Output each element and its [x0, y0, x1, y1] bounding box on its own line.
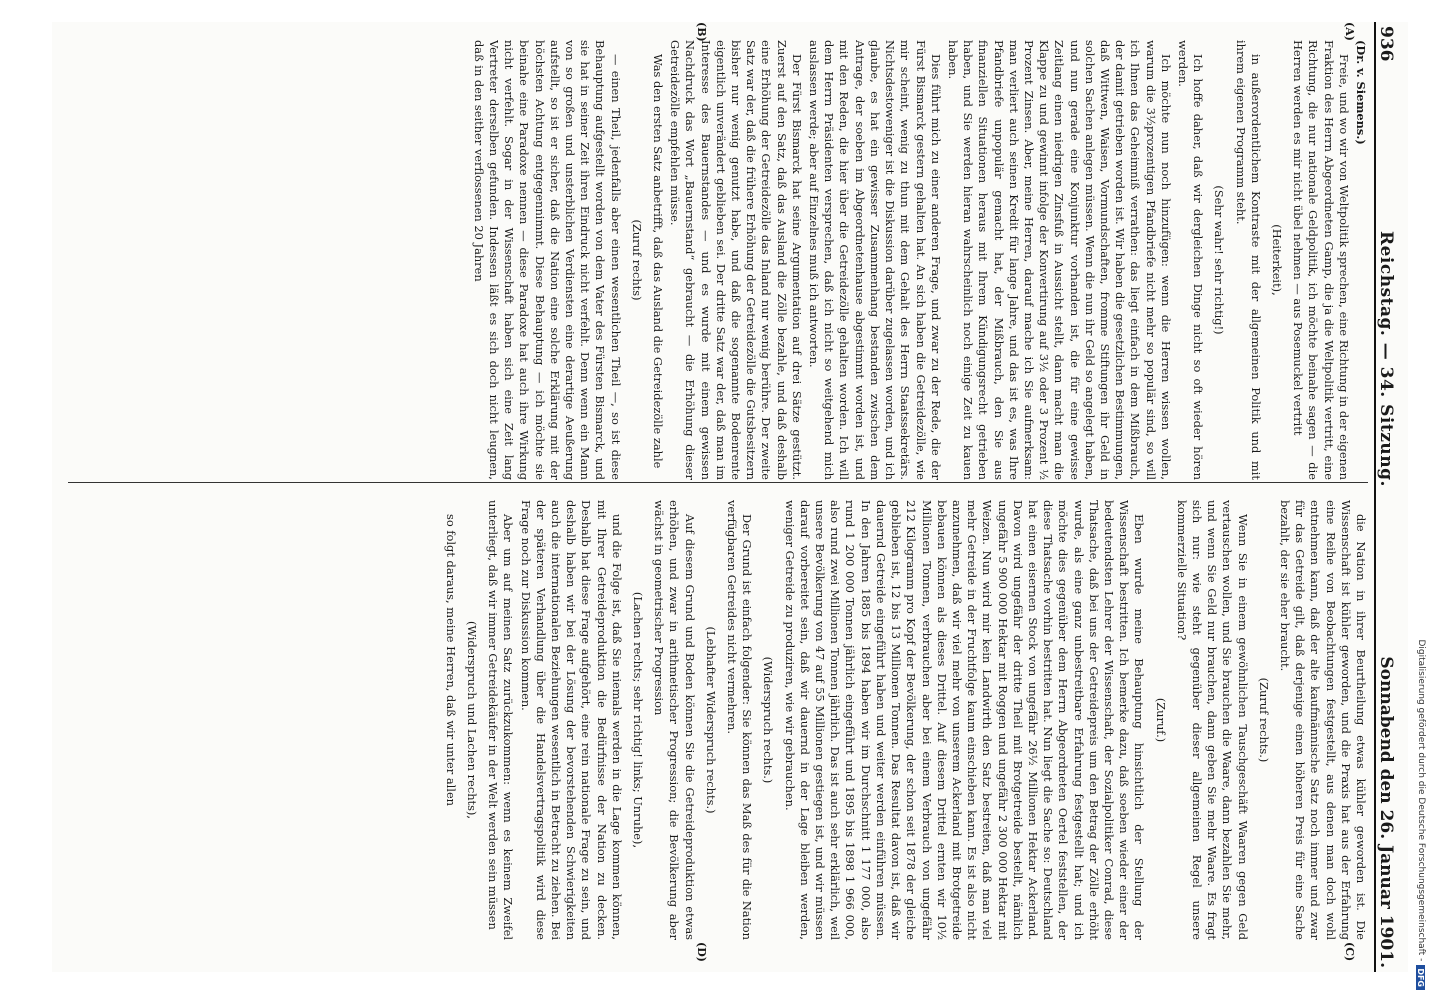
interjection: (Zuruf rechts)	[629, 219, 644, 301]
paragraph: Dies führt mich zu einer anderen Frage, und zwar zu der Rede, die der Fürst Bismarck gestern gehalten hat. An sich haben die Getreidezölle, wie mir scheint, wenig zu thun mit dem Gehalt des Herrn Staatssekretärs. Nichtsdestoweniger ist die Diskussion darüber zugelassen worden, und ich glaube, es hat ein gewisser Zusammenhang bestanden zwischen dem Antrage, der soeben im Abgeordnetenhause abgestimmt worden ist, und mit den Reden, die hier über die Getreidezölle gehalten worden. Ich will dem Herrn Präsidenten versprechen, daß ich nicht so weitgehend mich auslassen werde; aber auf Einzelnes muß ich antworten.	[807, 40, 943, 480]
paragraph: Was den ersten Satz anbetrifft, daß das Ausland die Getreidezölle zahle	[651, 54, 666, 469]
margin-mark-c: (C)	[1343, 942, 1356, 962]
scanned-page	[52, 22, 1408, 972]
right-text-column	[68, 500, 1368, 940]
paragraph: Auf diesem Grund und Boden können Sie die Getreideproduktion etwas erhöhen, und zwar in arithmetischer Progression; die Bevölkerung aber wächst in geometrischer Progression	[652, 500, 697, 940]
interjection: (Sehr wahr! sehr richtig!)	[1212, 185, 1227, 335]
page-number: 936	[1376, 26, 1396, 62]
paragraph: Wenn Sie in einem gewöhnlichen Tauschgeschäft Waaren gegen Geld vertauschen wollen, und Sie brauchen die Waare, dann bezahlen Sie mehr, und wenn Sie Geld nur brauchen, dann geben Sie mehr Waare. Es fragt sich nur: wie steht gegenüber dieser allgemeinen Regel unsere kommerzielle Situation?	[1174, 500, 1250, 940]
column-divider	[68, 482, 1368, 483]
paragraph: Eben wurde meine Behauptung hinsichtlich der Stellung der Wissenschaft bestritten. Ich bemerke dazu, daß soeben wieder einer der bedeutendsten Lehrer der Wissenschaft, der Sozialpolitiker Conrad, diese Thatsache, daß bei uns der Getreidepreis um den Betrag der Zölle erhöht wurde, als eine ganz unbestreitbare Erfahrung festgestellt hat; und ich möchte dies gegenüber dem Herrn Abgeordneten Oertel feststellen, der diese Thatsache vorhin bestritten hat. Nun liegt die Sache so: Deutschland hat einen eisernen Stock von ungefähr 26½ Millionen Hektar Ackerland. Davon wird ungefähr der dritte Theil mit Brotgetreide bestellt, nämlich ungefähr 5 900 000 Hektar mit Roggen und ungefähr 2 300 000 Hektar mit Weizen. Nun wird mir kein Landwirth den Satz bestreiten, daß man viel mehr Getreide in der Fruchtfolge kaum einschieben kann. Es ist also nicht anzunehmen, daß wir viel mehr von unserem Ackerland mit Brotgetreide bebauen können als dieses Drittel. Auf diesem Drittel ernten wir 10½ Millionen Tonnen, verbrauchen aber bei einem Verbrauch von ungefähr 212 Kilogramm pro Kopf der Bevölkerung, der schon seit 1878 der gleiche geblieben ist, 12 bis 13 Millionen Tonnen. Das Resultat davon ist, daß wir dauernd Getreide eingeführt haben und weiter werden einführen müssen. In den Jahren 1885 bis 1894 haben wir im Durchschnitt 1 177 000, also rund 1 200 000 Tonnen jährlich eingeführt und 1895 bis 1898 1 966 000, also rund zwei Millionen Tonnen jährlich. Das ist auch sehr erklärlich, weil unsere Bevölkerung von 47 auf 55 Millionen gestiegen ist, und wir müssen darauf vorbereitet sein, daß wir dauernd in der Lage bleiben werden, weniger Getreide zu produziren, wie wir gebrauchen.	[782, 500, 1147, 940]
digitization-credit	[1412, 10, 1430, 990]
paragraph: und die Folge ist, daß Sie niemals werden in die Lage kommen können, mit Ihrer Getreideproduktion die Bedürfnisse der Nation zu decken. Deshalb hat diese Frage aufgehört, eine rein nationale Frage zu sein, und deshalb haben wir bei der Lösung der bevorstehenden Schwierigkeiten auch die internationalen Beziehungen wesentlich in Betracht zu ziehen. Bei der späteren Verhandlung über die Handelsvertragspolitik wird diese Frage noch zur Diskussion kommen.	[518, 500, 624, 940]
interjection: (Zuruf.)	[1153, 697, 1168, 743]
interjection: (Zuruf rechts.)	[1256, 677, 1271, 763]
margin-mark-b: (B)	[695, 22, 708, 42]
margin-mark-d: (D)	[695, 942, 708, 962]
paragraph: Ich hoffe daher, daß wir dergleichen Dinge nicht so oft wieder hören werden.	[1175, 40, 1206, 480]
left-text-column	[68, 40, 1368, 480]
page-header	[1374, 22, 1408, 972]
paragraph: so folgt daraus, meine Herren, daß wir unter allen	[443, 514, 458, 807]
paragraph: die Nation in ihrer Beurtheilung etwas kühler geworden ist. Die Wissenschaft ist kühler geworden, und die Praxis hat aus der Erfahrung eine Reihe von Beobachtungen festgestellt, aus denen man doch wohl entnehmen kann, daß der alte kaufmännische Satz noch immer und zwar für das Getreide gilt, daß derjenige einen höheren Preis für eine Sache bezahlt, der sie eher braucht.	[1277, 500, 1368, 940]
paragraph: Aber um auf meinen Satz zurückzukommen: wenn es keinem Zweifel unterliegt, daß wir immer Getreidekäufer in der Welt werden sein müssen	[486, 500, 516, 940]
margin-mark-a: (A)	[1343, 22, 1356, 41]
interjection: (Widerspruch rechts.)	[761, 656, 776, 784]
paragraph: Der Grund ist einfach folgender: Sie können das Maß des für die Nation verfügbaren Getreides nicht vermehren.	[725, 500, 755, 940]
paragraph: in außerordentlichem Kontraste mit der allgemeinen Politik und mit ihrem eigenen Programm steht.	[1233, 40, 1263, 480]
interjection: (Lebhafter Widerspruch rechts.)	[703, 626, 718, 814]
dfg-logo: DFG	[1417, 965, 1426, 990]
credit-text: Digitalisierung gefördert durch die Deutsche Forschungsgemeinschaft -	[1416, 639, 1426, 962]
header-title: Reichstag. — 34. Sitzung.	[1376, 230, 1396, 487]
paragraph: Freie, und wo wir von Weltpolitik sprechen, eine Richtung in der eigenen Fraktion des Herrn Abgeordneten Gamp, die ja die Weltpolitik vertritt, eine Richtung, die nur nationale Geldpolitik, ich möchte beinahe sagen — die Herren werden es mir nicht übel nehmen — aus Posemuckel vertritt	[1291, 40, 1351, 480]
header-date: Sonnabend den 26. Januar 1901.	[1376, 656, 1396, 968]
paragraph: Ich möchte nun noch hinzufügen: wenn die Herren wissen wollen, warum die 3½prozentigen Pfandbriefe nicht mehr so populär sind, so will ich Ihnen das Geheimniß verrathen: das liegt einfach in dem Mißbrauch, der damit getrieben worden ist. Wir haben die gesetzlichen Bestimmungen, daß Wittwen, Waisen, Vormundschaften, fromme Stiftungen ihr Geld in solchen Sachen anlegen müssen. Wenn die nun ihr Geld so angelegt haben, und nun gerade eine Konjunktur vorhanden ist, die für eine gewisse Zeitlang einen niedrigen Zinsfuß in Aussicht stellt, dann macht man die Klappe zu und gewinnt infolge der Konvertirung auf 3½ oder 3 Prozent ½ Prozent Zinsen. Aber, meine Herren, darauf mache ich Sie aufmerksam: man verliert auch seinen Kredit für lange Jahre, und das ist es, was Ihre Pfandbriefe unpopulär gemacht hat, der Mißbrauch, den Sie aus finanziellen Situationen heraus mit Ihrem Kündigungsrecht getrieben haben, und Sie werden hieran wahrscheinlich noch einige Zeit zu kauen haben.	[945, 40, 1173, 480]
paragraph: Der Fürst Bismarck hat seine Argumentation auf drei Sätze gestützt. Zuerst auf den Satz, daß das Ausland die Zölle bezahle, und daß deshalb eine Erhöhung der Getreidezölle das Inland nur wenig berühre. Der zweite Satz war der, daß die frühere Erhöhung der Getreidezölle die Gutsbesitzern bisher nur wenig genutzt habe, und daß die sogenannte Bodenrente eigentlich unverändert geblieben sei. Der dritte Satz war der, daß man im Interesse des Bauernstandes — und es wurde mit einem gewissen Nachdruck das Wort „Bauernstand“ gebraucht — die Erhöhung dieser Getreidezölle empfehlen müsse.	[668, 40, 804, 480]
interjection: (Heiterkeit),	[1269, 224, 1284, 296]
interjection: (Widerspruch und Lachen rechts),	[465, 620, 480, 820]
paragraph: — einen Theil, jedenfalls aber einen wesentlichen Theil —, so ist diese Behauptung aufgestellt worden von dem Vater des Fürsten Bismarck, und sie hat in seiner Zeit ihren Eindruck nicht verfehlt. Denn wenn ein Mann von so großen und unsterblichen Verdiensten eine derartige Aeußerung aufstellt, so ist er sicher, daß die Nation eine solche Erklärung mit der höchsten Achtung entgegennimmt. Diese Behauptung — ich möchte sie beinahe eine Paradoxe nennen — diese Paradoxe hat auch ihre Wirkung nicht verfehlt. Sogar in der Wissenschaft haben sich eine Zeit lang Vertreter derselben gefunden. Indessen läßt es sich doch nicht leugnen, daß in den seither verflossenen 20 Jahren	[471, 40, 623, 480]
interjection: (Lachen rechts; sehr richtig! links; Unruhe),	[631, 591, 646, 849]
rotated-page-content	[52, 22, 1408, 972]
speaker-name: (Dr. v. Siemens.)	[1354, 40, 1368, 145]
